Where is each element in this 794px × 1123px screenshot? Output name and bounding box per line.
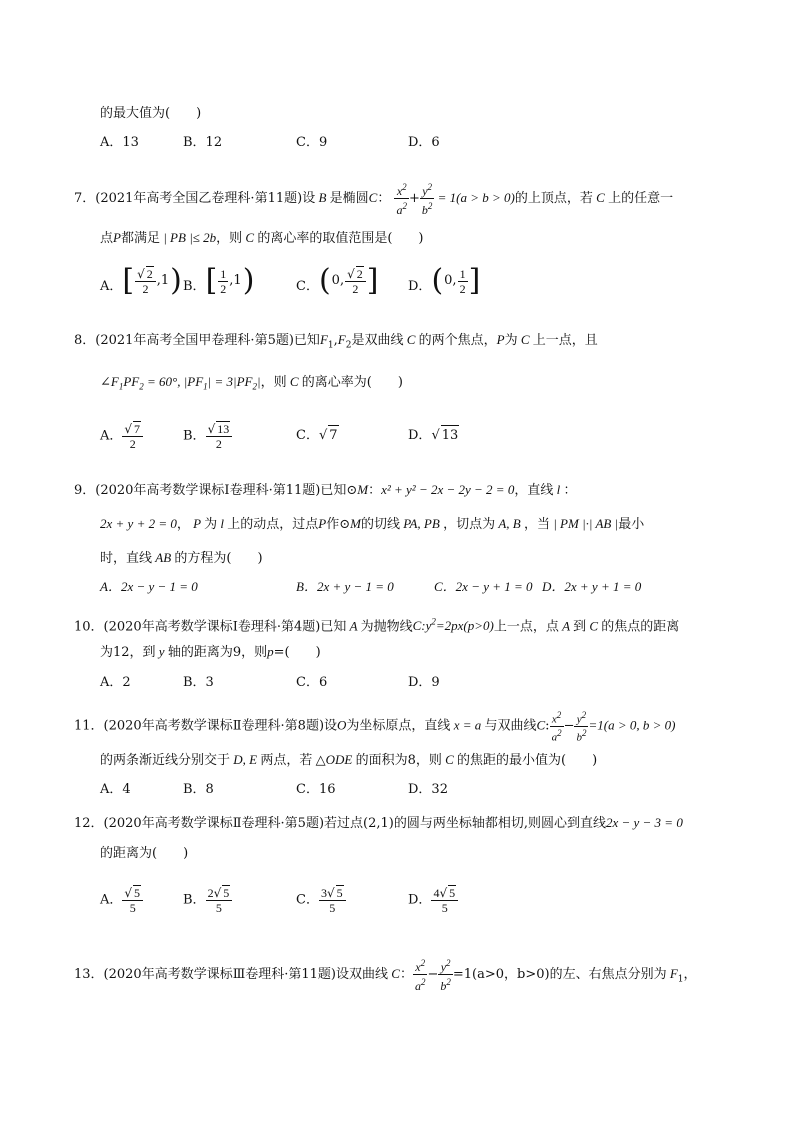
q12-option-b: B． $\frac{2√ 5}{5}$ <box>183 885 232 915</box>
q8-option-d: D．√ 13 <box>408 425 459 446</box>
q10-option-c: C．6 <box>296 675 328 690</box>
q10-source: (2020年高考数学课标Ⅰ卷理科·第4题) <box>103 619 321 635</box>
q6-option-a: A．13 <box>100 135 139 150</box>
q11-option-c: C．16 <box>296 782 336 797</box>
q12-source: (2020年高考数学课标Ⅱ卷理科·第5题) <box>103 816 325 831</box>
q8-stem-line2: $\angle F_1PF_2 = 60^\circ$, $|PF_1| = 3|PF_2|$，则 C 的离心率为( ) <box>100 374 403 392</box>
q9-stem-line1: 9．(2020年高考数学课标Ⅰ卷理科·第11题)已知⊙M：x² + y² − 2x − 2y − 2 = 0，直线 l ： <box>74 482 577 498</box>
q13-stem-line1: 13．(2020年高考数学课标Ⅲ卷理科·第11题)设双曲线 C： $\frac{x^2}{a^2}$ − $\frac{y^2}{b^2}$ =1(a>0，b>0)的左、右焦点分别为 $F_1$， <box>74 958 697 993</box>
q7-option-d: D． ( 0, $\frac{1}{2}$ ] <box>408 263 481 298</box>
q9-option-a: A．2x − y − 1 = 0 <box>100 579 198 594</box>
q7-stem-line2: 点P都满足 | PB |≤ 2b，则 C 的离心率的取值范围是( ) <box>100 230 424 246</box>
q9-line-equation: 2x + y + 2 = 0 <box>100 516 177 531</box>
q6-option-d: D．6 <box>408 135 440 150</box>
q7-option-c: C． ( 0, $\frac{√ 2}{2}$ ] <box>296 263 379 298</box>
q10-stem-line1: 10．(2020年高考数学课标Ⅰ卷理科·第4题)已知 A 为抛物线$C:y^2=2px(p>0)$上一点，点 A 到 C 的焦点的距离 <box>74 617 680 635</box>
q8-option-b: B． $\frac{√ 13}{2}$ <box>183 421 232 451</box>
q10-option-d: D．9 <box>408 675 440 690</box>
q7-stem-line1: 7．(2021年高考全国乙卷理科·第11题)设 B 是椭圆C： $\frac{x^2}{a^2}$ + $\frac{y^2}{b^2}$ = 1(a > b > 0)的上顶点，若 C 上的任意一 <box>74 182 674 217</box>
q7-option-a: A． [ $\frac{√ 2}{2}$ ,1 ) <box>100 263 182 298</box>
q9-source: (2020年高考数学课标Ⅰ卷理科·第11题) <box>95 483 321 498</box>
q10-stem-line2: 为12，到 y 轴的距离为9，则p=( ) <box>100 644 321 660</box>
q13-source: (2020年高考数学课标Ⅲ卷理科·第11题) <box>103 967 336 982</box>
q10-option-a: A．2 <box>100 675 131 690</box>
q12-option-a: A． $\frac{√ 5}{5}$ <box>100 885 143 915</box>
q6-tail: 的最大值为( ) <box>100 106 202 121</box>
q11-stem-line1: 11．(2020年高考数学课标Ⅱ卷理科·第8题)设O为坐标原点，直线 x = a 与双曲线C: $\frac{x^2}{a^2}$ − $\frac{y^2}{b^2}$ =1(a > 0, b > 0) <box>74 710 676 744</box>
q8-option-c: C．√ 7 <box>296 425 339 446</box>
q12-option-c: C． $\frac{3√ 5}{5}$ <box>296 885 346 915</box>
q10-option-b: B．3 <box>183 675 214 690</box>
q11-source: (2020年高考数学课标Ⅱ卷理科·第8题) <box>103 718 325 734</box>
q12-stem-line1: 12．(2020年高考数学课标Ⅱ卷理科·第5题)若过点(2,1)的圆与两坐标轴都相切,则圆心到直线2x − y − 3 = 0 <box>74 815 683 831</box>
q8-stem-line1: 8．(2021年高考全国甲卷理科·第5题)已知$F_1,F_2$是双曲线 C 的两个焦点，P为 C 上一点，且 <box>74 332 598 351</box>
q6-option-c: C．9 <box>296 135 328 150</box>
q12-stem-line2: 的距离为( ) <box>100 846 189 861</box>
q6-option-b: B．12 <box>183 135 223 150</box>
q11-option-a: A．4 <box>100 782 131 797</box>
q9-option-c: C．2x − y + 1 = 0 <box>434 579 533 594</box>
q9-circle-equation: x² + y² − 2x − 2y − 2 = 0 <box>381 482 515 497</box>
q8-source: (2021年高考全国甲卷理科·第5题) <box>95 333 294 348</box>
q7-source: (2021年高考全国乙卷理科·第11题) <box>95 191 303 206</box>
q8-option-a: A． $\frac{√ 7}{2}$ <box>100 421 143 451</box>
q9-stem-line3: 时，直线 AB 的方程为( ) <box>100 550 263 566</box>
q12-option-d: D． $\frac{4√ 5}{5}$ <box>408 885 458 915</box>
q11-option-b: B．8 <box>183 782 214 797</box>
q9-option-d: D．2x + y + 1 = 0 <box>542 579 642 594</box>
q7-option-b: B． [ $\frac{1}{2}$ ,1 ) <box>183 263 255 298</box>
q9-stem-line2: 2x + y + 2 = 0， P 为 l 上的动点，过点P作⊙M的切线 PA, PB ，切点为 A, B ，当 | PM |·| AB |最小 <box>100 516 645 532</box>
q9-option-b: B．2x + y − 1 = 0 <box>296 579 394 594</box>
q12-line-equation: 2x − y − 3 = 0 <box>605 815 683 830</box>
q11-stem-line2: 的两条渐近线分别交于 D, E 两点，若 △ODE 的面积为8，则 C 的焦距的最小值为( ) <box>100 752 598 768</box>
q11-option-d: D．32 <box>408 782 448 797</box>
